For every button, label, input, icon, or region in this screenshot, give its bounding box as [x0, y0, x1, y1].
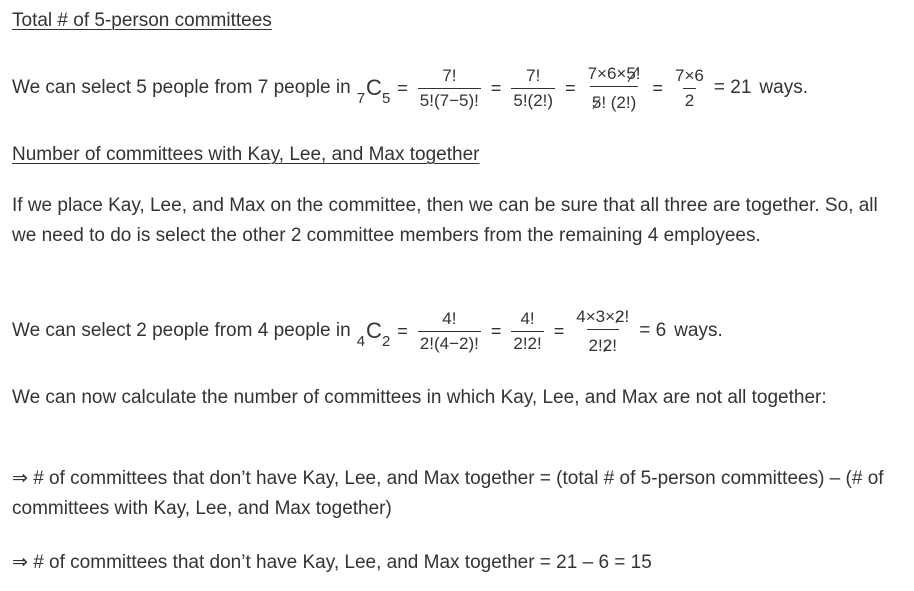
denominator-part: 2!	[588, 335, 603, 355]
equals-sign: =	[397, 77, 408, 98]
equals-sign: =	[553, 320, 565, 341]
combination-c: C	[366, 318, 382, 343]
paragraph-final-answer: ⇒ # of committees that don’t have Kay, Lee, and Max together = 21 – 6 = 15	[12, 552, 652, 573]
denominator	[590, 86, 638, 113]
cancelled-term: 5	[591, 92, 602, 112]
fraction-step-1	[418, 66, 481, 111]
denominator: 5!(7−5)!	[418, 88, 481, 111]
equals-sign: =	[397, 320, 408, 341]
numerator: 4!	[442, 308, 457, 328]
numerator: 4!	[520, 308, 535, 328]
cancelled-term: 2	[615, 306, 625, 326]
denominator-part: !	[612, 335, 617, 355]
equation-suffix: ways.	[674, 320, 723, 341]
paragraph-explanation: If we place Kay, Lee, and Max on the committee, then we can be sure that all three are together. So, all we need to do is select the other 2 committee members from the remaining 4 employees.	[12, 195, 878, 246]
combination-k: 2	[381, 333, 391, 350]
equation-prefix: We can select 2 people from 4 people in	[12, 320, 351, 341]
equals-sign: =	[490, 320, 502, 341]
combination-notation	[356, 75, 392, 107]
denominator-part: ! (2!)	[601, 92, 637, 112]
equals-sign: =	[652, 77, 664, 98]
fraction-step-2	[511, 309, 543, 354]
paragraph-calculation-intro: We can now calculate the number of committees in which Kay, Lee, and Max are not all together:	[12, 387, 827, 408]
heading-total-committees: Total # of 5-person committees	[12, 10, 272, 31]
numerator	[586, 64, 643, 86]
fraction-step-3	[586, 64, 643, 113]
cancelled-term: 5!	[626, 63, 641, 83]
denominator: 5!(2!)	[511, 88, 555, 111]
cancelled-term: 2	[602, 335, 613, 355]
fraction-step-1	[418, 309, 481, 354]
equation-committees-together	[12, 301, 723, 361]
equals-sign: =	[565, 77, 576, 98]
equation-result: = 6	[639, 320, 667, 341]
combination-n: 7	[356, 90, 366, 107]
equation-suffix: ways.	[759, 77, 808, 98]
numerator: 7×6	[675, 65, 704, 85]
combination-n: 4	[356, 333, 366, 350]
numerator-part: 7×6×	[587, 63, 627, 83]
equation-total-committees	[12, 58, 808, 118]
denominator	[587, 329, 619, 356]
equation-result: = 21	[713, 77, 752, 98]
combination-c: C	[366, 75, 382, 100]
fraction-step-4	[673, 66, 706, 111]
denominator: 2!(4−2)!	[418, 331, 481, 354]
fraction-step-2	[511, 66, 555, 111]
paragraph-formula: ⇒ # of committees that don’t have Kay, Lee, and Max together = (total # of 5-person committees) – (# of committees with Kay, Lee, and Max together)	[12, 468, 884, 519]
combination-notation	[356, 318, 392, 350]
equation-prefix: We can select 5 people from 7 people in	[12, 77, 351, 98]
numerator: 7!	[526, 65, 541, 85]
denominator: 2	[683, 88, 696, 111]
numerator: 7!	[442, 65, 457, 85]
fraction-step-3	[574, 307, 631, 356]
heading-committees-together: Number of committees with Kay, Lee, and Max together	[12, 144, 480, 165]
numerator-part: 4×3×	[576, 306, 616, 326]
combination-k: 5	[381, 90, 391, 107]
equals-sign: =	[490, 77, 502, 98]
numerator	[574, 307, 631, 329]
numerator-part: !	[624, 306, 630, 326]
denominator: 2!2!	[511, 331, 543, 354]
